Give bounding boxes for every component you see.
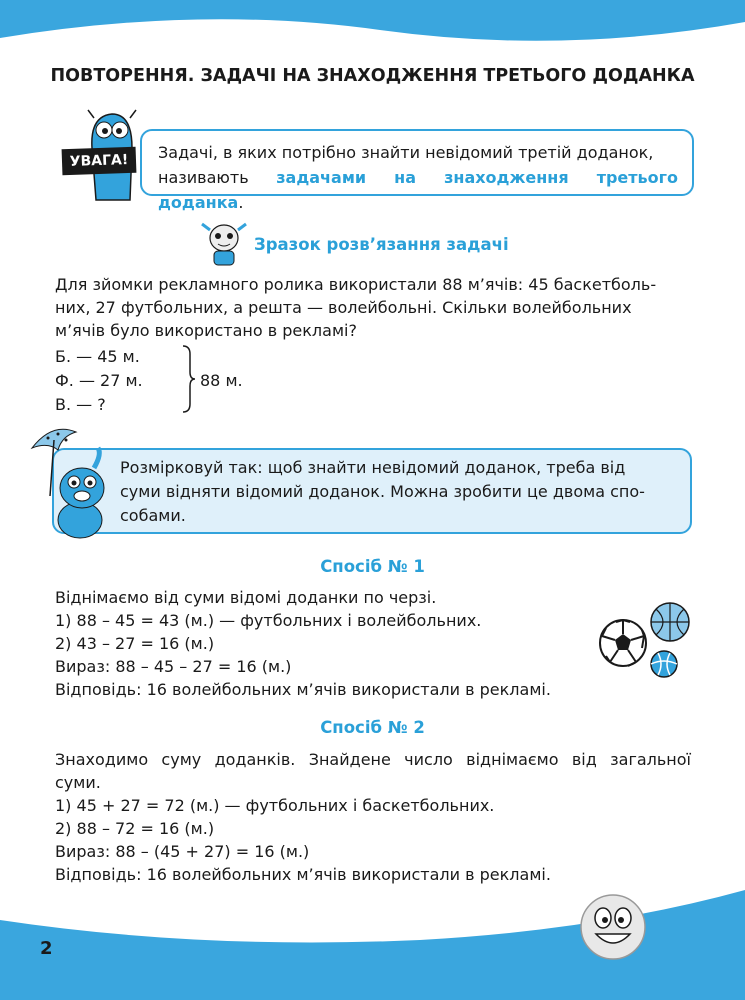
method1-heading: Спосіб № 1 [320,557,425,576]
method1-body [55,586,551,701]
method2-line: суми. [55,773,101,792]
method1-line: Віднімаємо від суми відомі доданки по черзі. [55,588,437,607]
umbrella-character-icon [28,420,120,540]
method2-line: Вираз: 88 – (45 + 27) = 16 (м.) [55,842,310,861]
short-record-row: В. — ? [55,395,106,414]
problem-text [55,273,691,342]
think-line: Розмірковуй так: щоб знайти невідомий доданок, треба від [120,458,626,477]
method1-line: Відповідь: 16 волейбольних м’ячів використали в рекламі. [55,680,551,699]
top-decor-band [0,0,745,60]
think-line: суми відняти відомий доданок. Можна зробити це двома спо- [120,482,645,501]
brace-icon [180,344,196,414]
sample-heading: Зразок розв’язання задачі [254,235,509,254]
method2-heading: Спосіб № 2 [320,718,425,737]
sample-character-icon [198,218,250,270]
attention-badge: УВАГА! [62,147,137,176]
attention-text-suffix: . [238,193,244,212]
method2-line: Знаходимо суму доданків. Знайдене число віднімаємо від загальної [55,750,691,769]
think-line: собами. [120,506,186,525]
volleyball-icon [651,651,677,677]
attention-text-line2 [158,165,678,215]
short-record-row: Б. — 45 м. [55,347,140,366]
method2-body [55,748,691,886]
balls-illustration [598,598,698,682]
method2-line: 2) 88 – 72 = 16 (м.) [55,819,215,838]
page-number: 2 [40,938,53,959]
method2-line: 1) 45 + 27 = 72 (м.) — футбольних і баскетбольних. [55,796,495,815]
problem-line: Для зйомки рекламного ролика використали 88 м’ячів: 45 баскетболь- [55,275,657,294]
basketball-icon [651,603,689,641]
method1-line: Вираз: 88 – 45 – 27 = 16 (м.) [55,657,292,676]
short-record-total: 88 м. [200,371,243,390]
short-record [55,345,143,417]
think-text [120,456,680,528]
method1-line: 1) 88 – 45 = 43 (м.) — футбольних і волейбольних. [55,611,482,630]
soccer-ball-icon [600,620,646,666]
short-record-row: Ф. — 27 м. [55,371,143,390]
problem-line: них, 27 футбольних, а решта — волейбольні. Скільки волейбольних [55,298,632,317]
attention-text-line1: Задачі, в яких потрібно знайти невідомий третій доданок, [158,143,654,162]
method2-line: Відповідь: 16 волейбольних м’ячів використали в рекламі. [55,865,551,884]
attention-highlight: задачами на знаходження третього доданка [158,168,679,212]
page-title: ПОВТОРЕННЯ. ЗАДАЧІ НА ЗНАХОДЖЕННЯ ТРЕТЬОГО ДОДАНКА [50,66,695,86]
smiley-face-icon [578,892,648,962]
method1-line: 2) 43 – 27 = 16 (м.) [55,634,215,653]
attention-text [158,140,678,215]
attention-text-prefix: називають [158,168,277,187]
problem-line: м’ячів було використано в рекламі? [55,321,357,340]
